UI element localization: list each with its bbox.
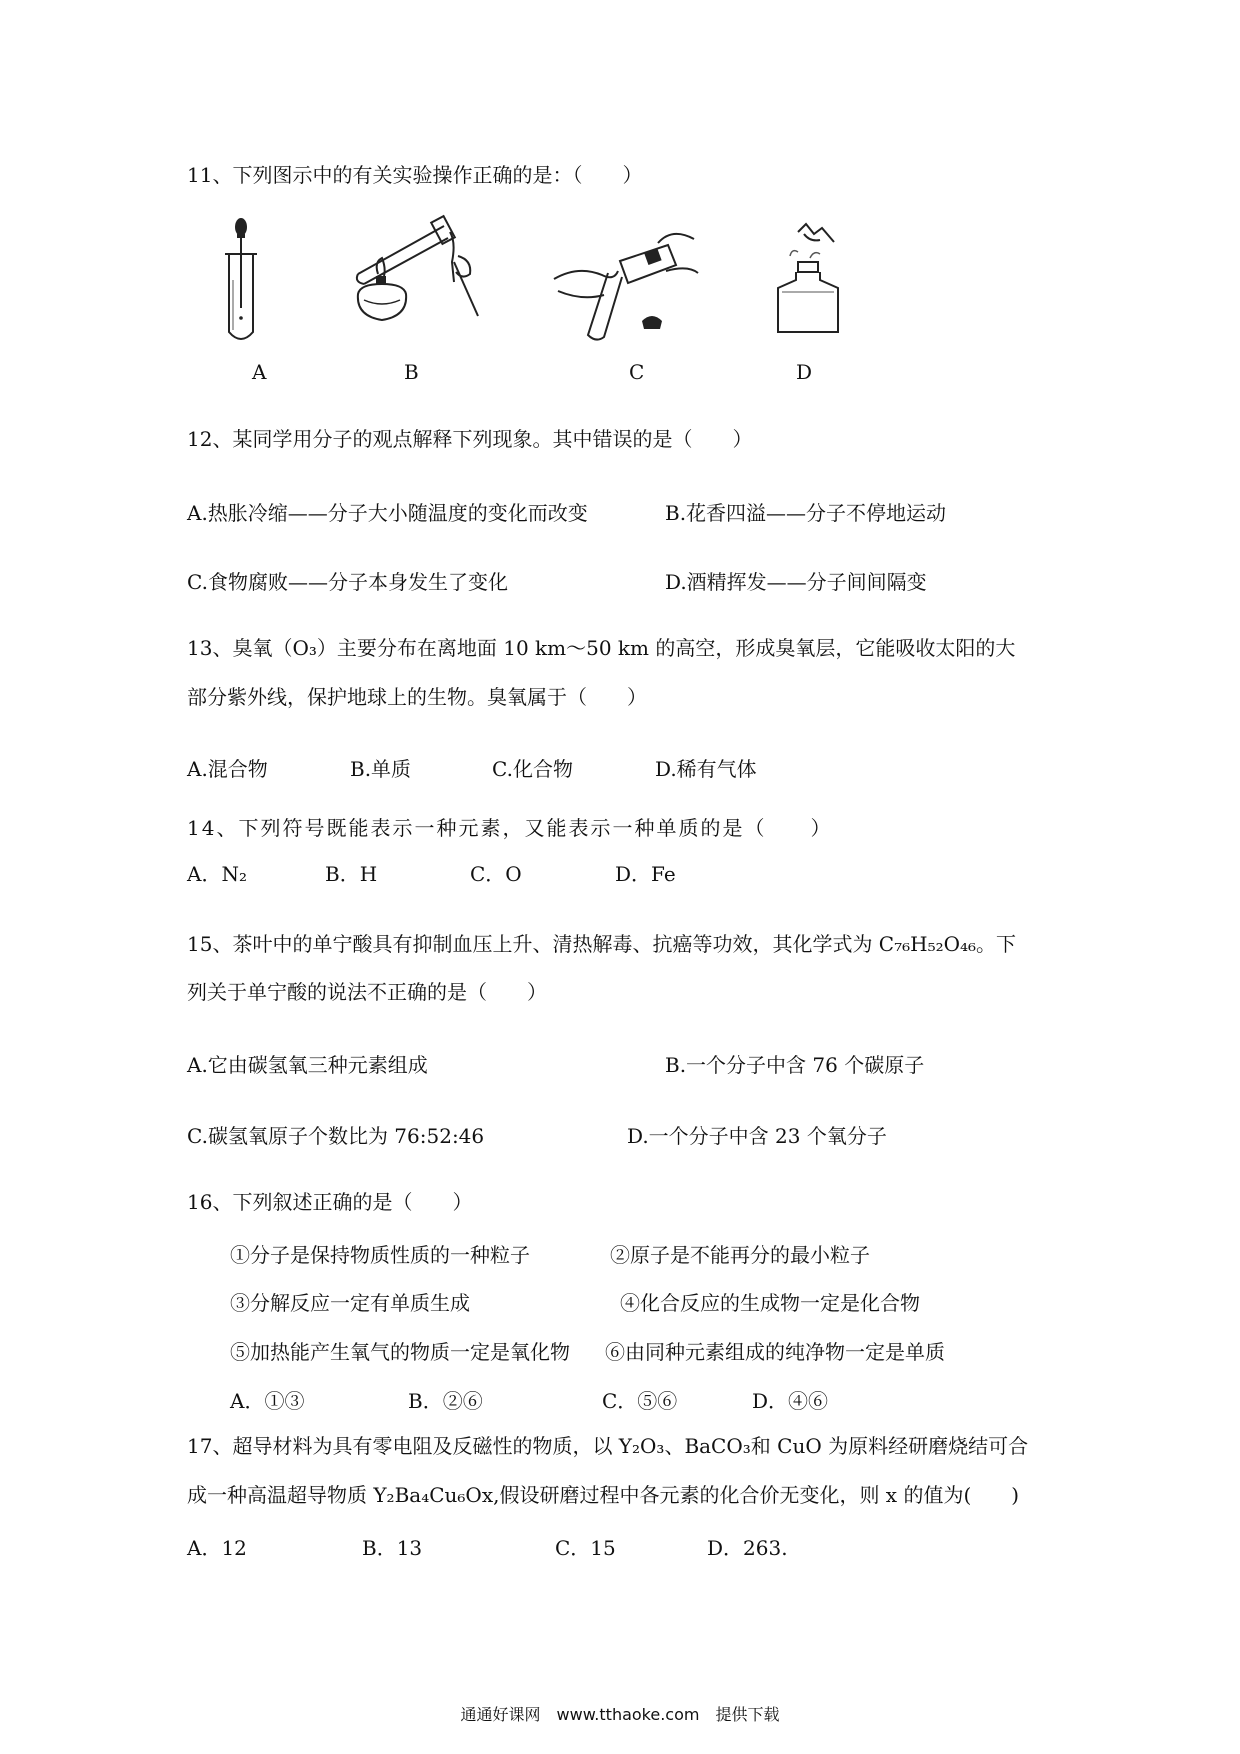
q11-stem: 11、下列图示中的有关实验操作正确的是：（ ） [187, 163, 643, 187]
q15-option-b: B.一个分子中含 76 个碳原子 [665, 1053, 925, 1077]
q14-option-d: D．Fe [615, 862, 676, 886]
q16-statement-4: ④化合反应的生成物一定是化合物 [620, 1291, 920, 1315]
q12-option-c: C.食物腐败——分子本身发生了变化 [187, 570, 508, 594]
q12-option-b: B.花香四溢——分子不停地运动 [665, 501, 947, 525]
q14-option-b: B．H [325, 862, 378, 886]
q16-statement-1: ①分子是保持物质性质的一种粒子 [230, 1243, 530, 1267]
q16-statement-5: ⑤加热能产生氧气的物质一定是氧化物 [230, 1340, 570, 1364]
figure-label-a: A [252, 360, 267, 384]
q15-option-c: C.碳氢氧原子个数比为 76:52:46 [187, 1124, 485, 1148]
figure-label-b: B [404, 360, 419, 384]
q17-option-d: D．263. [707, 1536, 788, 1560]
q12-option-a: A.热胀冷缩——分子大小随温度的变化而改变 [187, 501, 588, 525]
heating-tube-over-lamp-figure [352, 212, 492, 330]
q13-option-a: A.混合物 [187, 757, 268, 781]
q12-stem: 12、某同学用分子的观点解释下列现象。其中错误的是（ ） [187, 427, 753, 451]
q16-statement-6: ⑥由同种元素组成的纯净物一定是单质 [605, 1340, 945, 1364]
q16-option-d: D．④⑥ [752, 1389, 829, 1413]
q16-option-b: B．②⑥ [408, 1389, 483, 1413]
pouring-liquid-figure [548, 225, 698, 337]
q13-stem-line2: 部分紫外线，保护地球上的生物。臭氧属于（ ） [187, 685, 647, 709]
q16-option-a: A．①③ [230, 1389, 305, 1413]
q13-stem-line1: 13、臭氧（O₃）主要分布在离地面 10 km～50 km 的高空，形成臭氧层，它能吸收太阳的大 [187, 636, 1016, 660]
q17-option-b: B．13 [362, 1536, 423, 1560]
q15-stem-line2: 列关于单宁酸的说法不正确的是（ ） [187, 980, 547, 1004]
q17-option-a: A．12 [187, 1536, 247, 1560]
dropper-in-test-tube-figure [222, 210, 262, 340]
smelling-gas-bottle-figure [770, 218, 854, 334]
q14-stem: 14、下列符号既能表示一种元素，又能表示一种单质的是（ ） [187, 816, 833, 840]
q17-stem-line2: 成一种高温超导物质 Y₂Ba₄Cu₆Ox,假设研磨过程中各元素的化合价无变化，则 x 的值为( ) [187, 1483, 1020, 1507]
q13-option-c: C.化合物 [492, 757, 573, 781]
figure-label-d: D [796, 360, 813, 384]
q16-statement-2: ②原子是不能再分的最小粒子 [610, 1243, 870, 1267]
q16-statement-3: ③分解反应一定有单质生成 [230, 1291, 470, 1315]
q14-option-a: A．N₂ [187, 862, 247, 886]
q12-option-d: D.酒精挥发——分子间间隔变 [665, 570, 927, 594]
q13-option-d: D.稀有气体 [655, 757, 757, 781]
page-footer: 通通好课网 www.tthaoke.com 提供下载 [460, 1705, 780, 1724]
q17-stem-line1: 17、超导材料为具有零电阻及反磁性的物质，以 Y₂O₃、BaCO₃和 CuO 为原料经研磨烧结可合 [187, 1434, 1029, 1458]
q16-stem: 16、下列叙述正确的是（ ） [187, 1190, 473, 1214]
q15-option-d: D.一个分子中含 23 个氧分子 [627, 1124, 887, 1148]
q17-option-c: C．15 [555, 1536, 616, 1560]
q15-stem-line1: 15、茶叶中的单宁酸具有抑制血压上升、清热解毒、抗癌等功效，其化学式为 C₇₆H₅₂O₄₆。下 [187, 932, 1017, 956]
q14-option-c: C．O [470, 862, 522, 886]
q16-option-c: C．⑤⑥ [602, 1389, 678, 1413]
q15-option-a: A.它由碳氢氧三种元素组成 [187, 1053, 428, 1077]
figure-label-c: C [629, 360, 645, 384]
q13-option-b: B.单质 [350, 757, 412, 781]
